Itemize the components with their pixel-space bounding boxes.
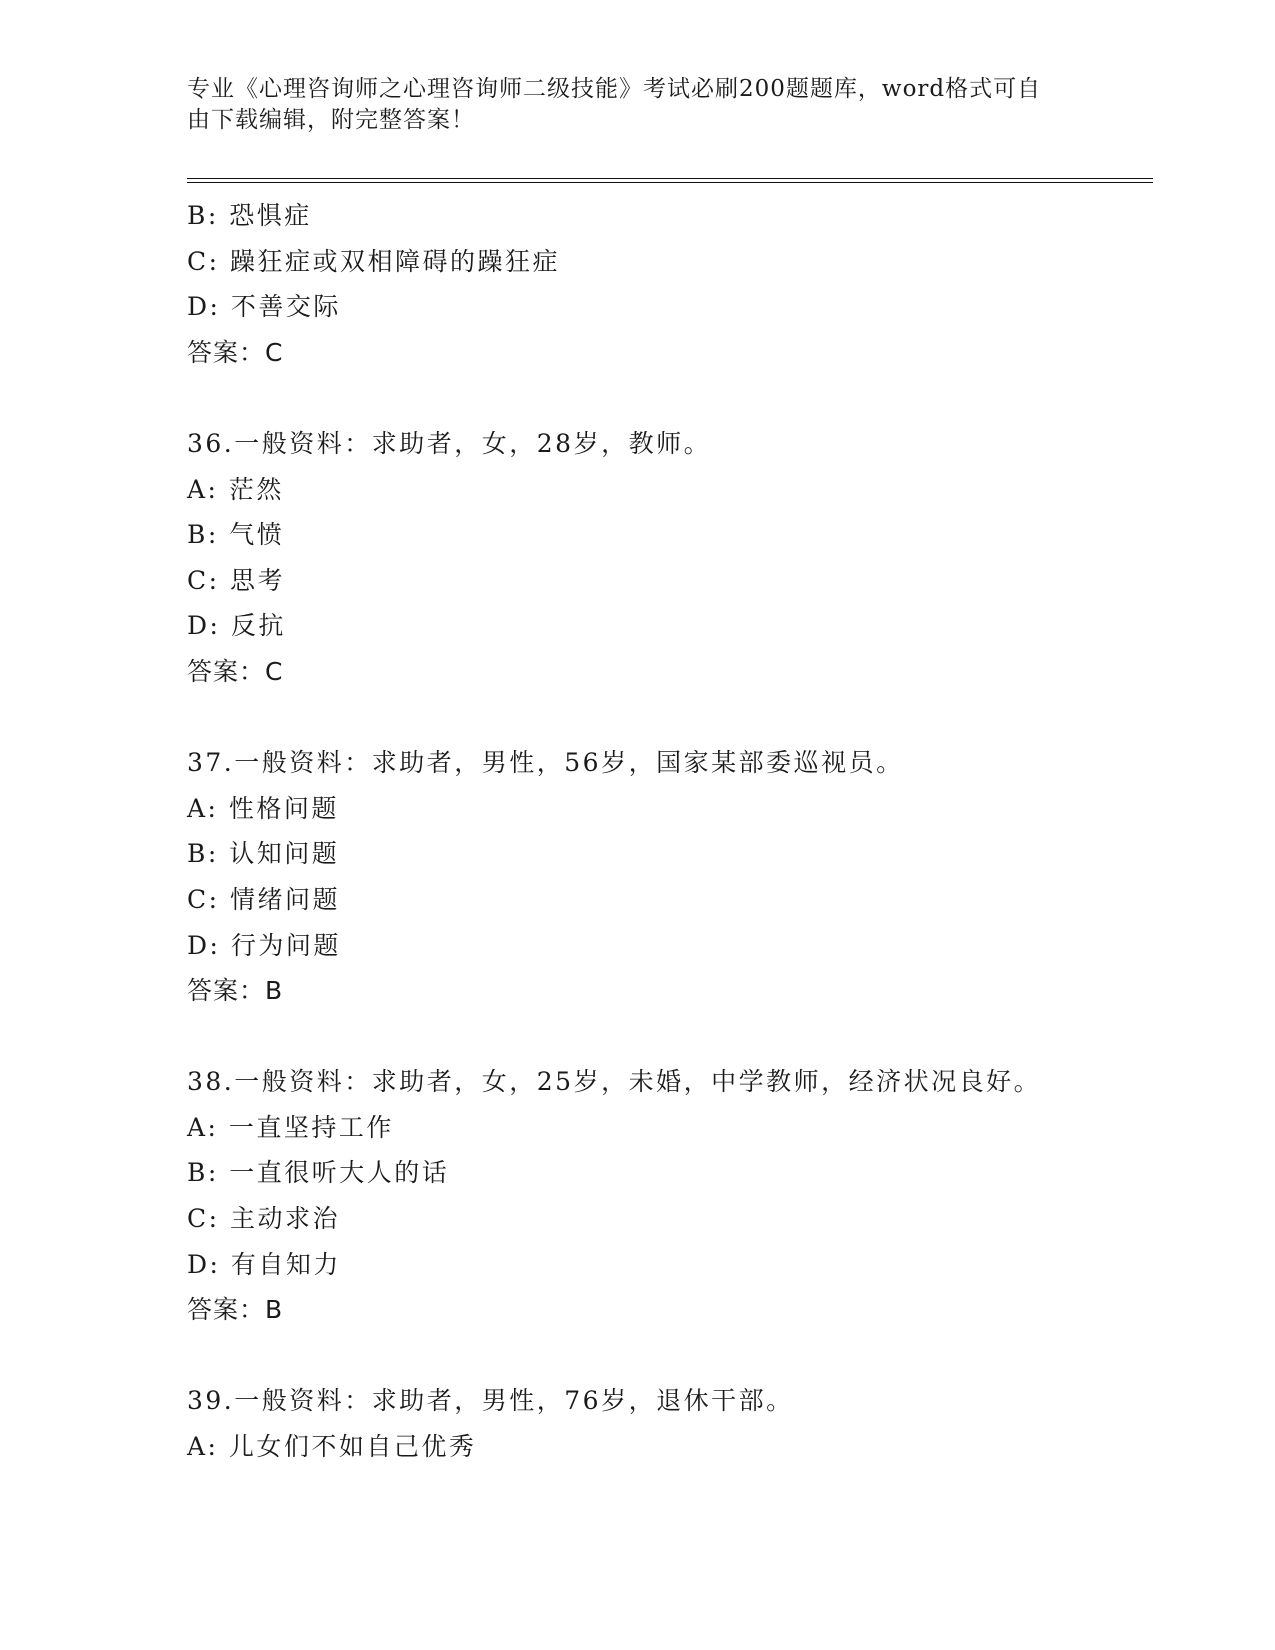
question-38: [187, 1059, 1153, 1333]
header-rule-top: [187, 178, 1153, 179]
answer: 答案：B: [187, 1295, 284, 1325]
question-stem: 39.一般资料：求助者，男性，76岁，退休干部。: [187, 1386, 794, 1416]
option-b: B: 气愤: [187, 520, 285, 550]
option-c: C: 躁狂症或双相障碍的躁狂症: [187, 246, 560, 276]
option-a: A: 茫然: [187, 474, 284, 504]
header-line-1: 专业《心理咨询师之心理咨询师二级技能》考试必刷200题题库，word格式可自: [187, 76, 1042, 102]
question-stem: 38.一般资料：求助者，女，25岁，未婚，中学教师，经济状况良好。: [187, 1067, 1042, 1097]
option-b: B: 一直很听大人的话: [187, 1158, 450, 1188]
header-line-2: 由下载编辑，附完整答案！: [187, 107, 475, 133]
option-b: B: 认知问题: [187, 839, 340, 869]
option-d: D: 行为问题: [187, 930, 341, 960]
spacer: [187, 695, 1153, 741]
option-a: A: 儿女们不如自己优秀: [187, 1432, 477, 1462]
answer: 答案：B: [187, 976, 284, 1006]
question-list: [187, 193, 1153, 1470]
option-c: C: 思考: [187, 565, 285, 595]
spacer: [187, 1333, 1153, 1379]
question-stem: 37.一般资料：求助者，男性，56岁，国家某部委巡视员。: [187, 748, 904, 778]
answer: 答案：C: [187, 337, 284, 367]
spacer: [187, 375, 1153, 421]
question-35-continuation: [187, 193, 1153, 375]
answer: 答案：C: [187, 656, 284, 686]
question-36: [187, 421, 1153, 695]
option-a: A: 性格问题: [187, 793, 339, 823]
spacer: [187, 1014, 1153, 1060]
question-37: [187, 740, 1153, 1014]
option-d: D: 有自知力: [187, 1249, 341, 1279]
option-c: C: 主动求治: [187, 1204, 340, 1234]
question-39: [187, 1378, 1153, 1469]
header-rule-bottom: [187, 182, 1153, 183]
option-a: A: 一直坚持工作: [187, 1112, 394, 1142]
question-stem: 36.一般资料：求助者，女，28岁，教师。: [187, 428, 712, 458]
option-d: D: 反抗: [187, 611, 286, 641]
document-header: [187, 74, 1067, 136]
option-b: B: 恐惧症: [187, 201, 312, 230]
option-d: D: 不善交际: [187, 292, 341, 322]
option-c: C: 情绪问题: [187, 884, 340, 914]
